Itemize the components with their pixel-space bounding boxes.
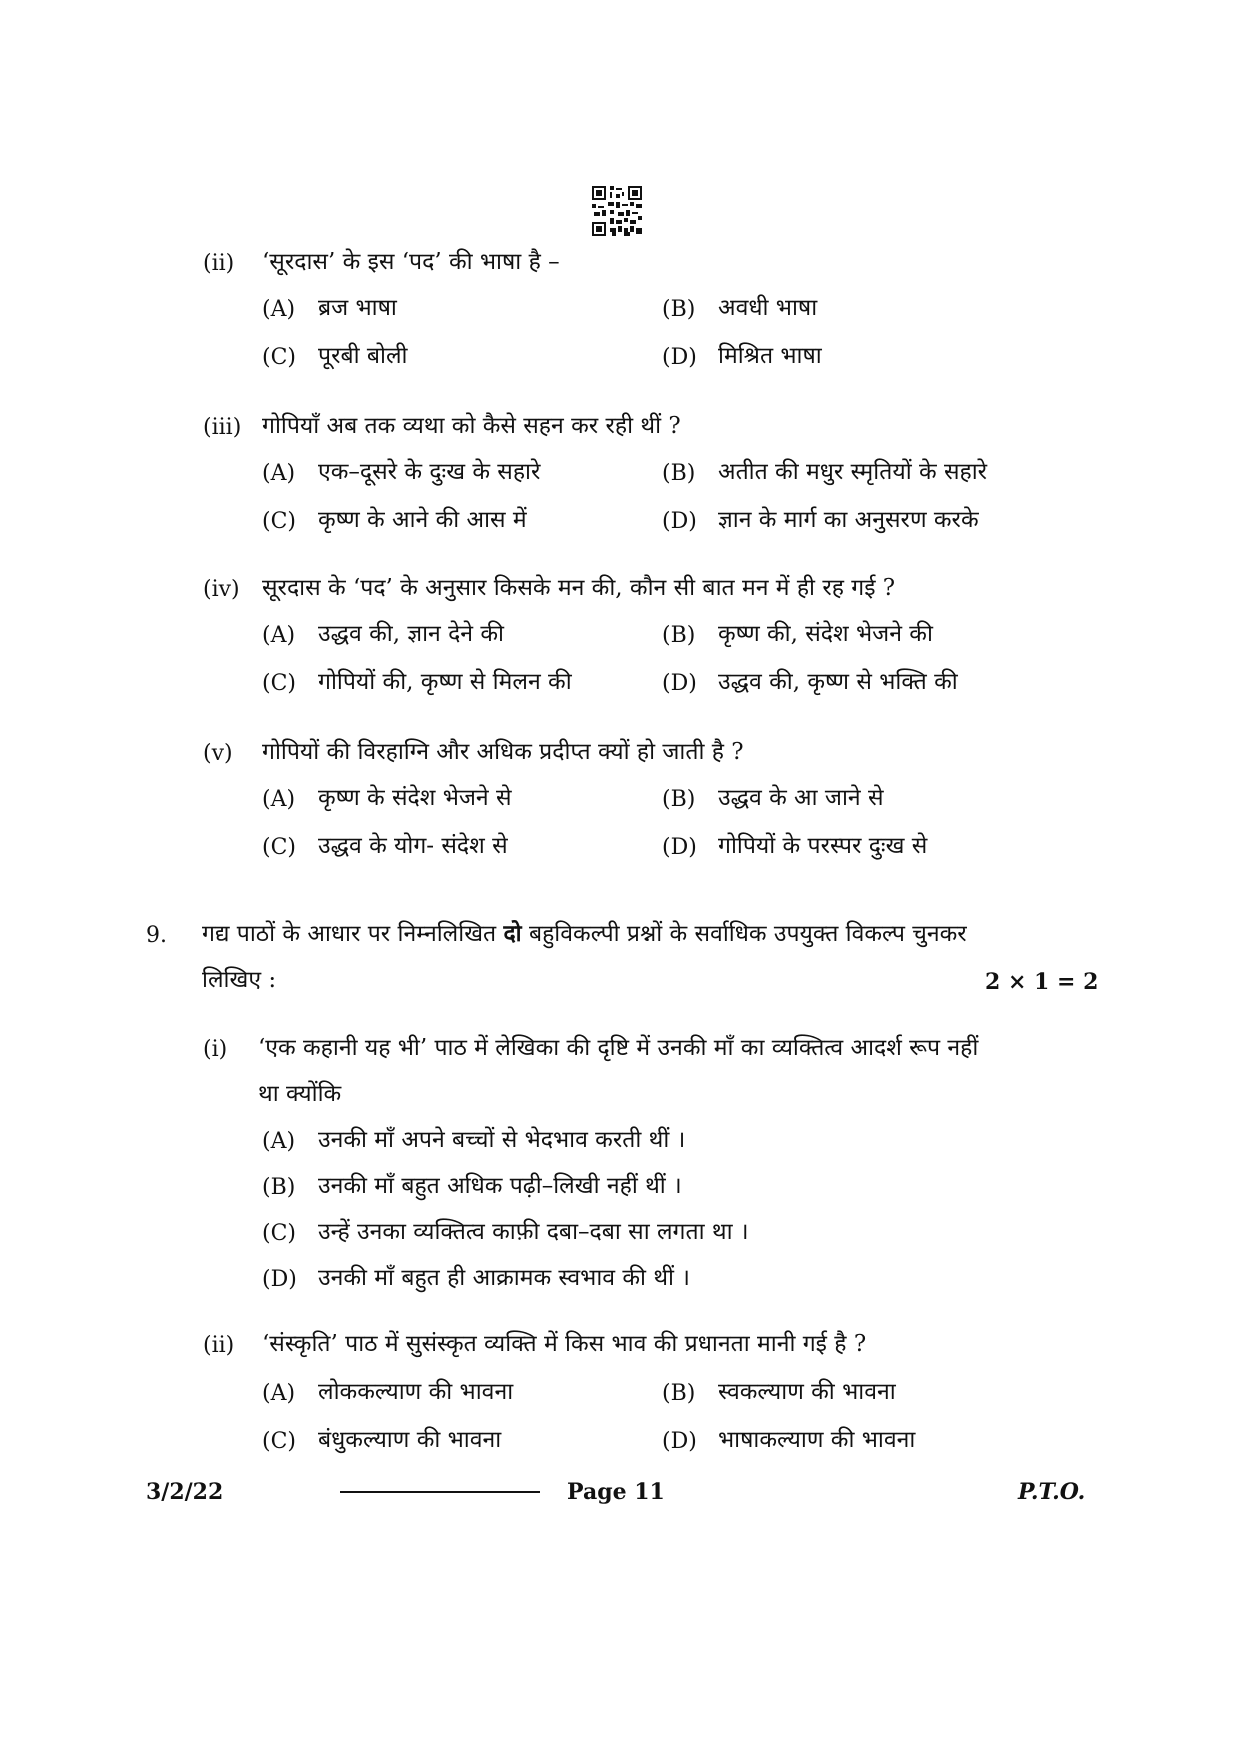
- option-text: बंधुकल्याण की भावना: [318, 1427, 502, 1453]
- option-label: (C): [262, 671, 296, 696]
- option-text: कृष्ण के आने की आस में: [318, 507, 527, 533]
- option-text: उद्धव के योग- संदेश से: [318, 833, 508, 859]
- option-text: उद्धव के आ जाने से: [718, 785, 884, 811]
- option-label: (C): [262, 1221, 296, 1246]
- option-label: (B): [662, 787, 696, 812]
- question-number: (ii): [203, 1333, 235, 1358]
- page-number: Page 11: [567, 1479, 665, 1505]
- option-label: (D): [662, 835, 697, 860]
- question-number: (v): [203, 741, 233, 766]
- emphasis-text: दो: [503, 920, 522, 947]
- option-text: ब्रज भाषा: [318, 295, 397, 321]
- question-number: (iv): [203, 577, 240, 602]
- question-text-line2: था क्योंकि: [258, 1081, 342, 1107]
- question-number: 9.: [146, 923, 167, 948]
- option-text: मिश्रित भाषा: [718, 343, 822, 369]
- option-text: ज्ञान के मार्ग का अनुसरण करके: [718, 507, 979, 533]
- question-text: सूरदास के ‘पद’ के अनुसार किसके मन की, कौन सी बात मन में ही रह गई ?: [262, 575, 896, 601]
- option-label: (A): [262, 297, 296, 322]
- option-text: लोककल्याण की भावना: [318, 1379, 514, 1405]
- option-text: एक–दूसरे के दुःख के सहारे: [318, 459, 541, 485]
- option-label: (A): [262, 461, 296, 486]
- option-text: उनकी माँ बहुत ही आक्रामक स्वभाव की थीं ।: [318, 1265, 691, 1291]
- option-text: गोपियों के परस्पर दुःख से: [718, 833, 928, 859]
- qr-code: [592, 186, 642, 236]
- option-text: उनकी माँ अपने बच्चों से भेदभाव करती थीं ।: [318, 1127, 686, 1153]
- footer-rule: [340, 1491, 540, 1493]
- paper-code: 3/2/22: [146, 1479, 224, 1505]
- option-label: (B): [662, 623, 696, 648]
- option-label: (A): [262, 1381, 296, 1406]
- option-label: (A): [262, 623, 296, 648]
- option-label: (B): [262, 1175, 296, 1200]
- option-text: अवधी भाषा: [718, 295, 818, 321]
- option-text: भाषाकल्याण की भावना: [718, 1427, 916, 1453]
- option-label: (B): [662, 297, 696, 322]
- option-text: कृष्ण के संदेश भेजने से: [318, 785, 512, 811]
- option-label: (D): [262, 1267, 297, 1292]
- option-text: उद्धव की, कृष्ण से भक्ति की: [718, 669, 958, 695]
- option-text: उन्हें उनका व्यक्तित्व काफ़ी दबा–दबा सा लगता था ।: [318, 1219, 749, 1245]
- question-number: (ii): [203, 251, 235, 276]
- option-label: (C): [262, 345, 296, 370]
- question-text: गोपियाँ अब तक व्यथा को कैसे सहन कर रही थीं ?: [262, 413, 681, 439]
- option-text: पूरबी बोली: [318, 343, 408, 369]
- option-label: (C): [262, 509, 296, 534]
- option-text: कृष्ण की, संदेश भेजने की: [718, 621, 933, 647]
- option-text: स्वकल्याण की भावना: [718, 1379, 896, 1405]
- option-label: (C): [262, 835, 296, 860]
- option-text: गोपियों की, कृष्ण से मिलन की: [318, 669, 572, 695]
- question-text: गद्य पाठों के आधार पर निम्नलिखित दो बहुविकल्पी प्रश्नों के सर्वाधिक उपयुक्त विकल्प चुनकर: [202, 920, 967, 947]
- option-label: (A): [262, 787, 296, 812]
- pto-label: P.T.O.: [1018, 1479, 1086, 1505]
- option-label: (B): [662, 461, 696, 486]
- question-number: (i): [203, 1037, 228, 1062]
- option-label: (D): [662, 1429, 697, 1454]
- question-text-line2: लिखिए :: [202, 967, 277, 993]
- option-label: (D): [662, 509, 697, 534]
- option-label: (A): [262, 1129, 296, 1154]
- option-text: अतीत की मधुर स्मृतियों के सहारे: [718, 459, 988, 485]
- question-text: गोपियों की विरहाग्नि और अधिक प्रदीप्त क्यों हो जाती है ?: [262, 739, 744, 765]
- question-number: (iii): [203, 415, 242, 440]
- option-text: उनकी माँ बहुत अधिक पढ़ी–लिखी नहीं थीं ।: [318, 1173, 682, 1199]
- marks-allocation: 2 × 1 = 2: [985, 969, 1099, 995]
- question-text: ‘संस्कृति’ पाठ में सुसंस्कृत व्यक्ति में किस भाव की प्रधानता मानी गई है ?: [262, 1331, 867, 1357]
- option-label: (C): [262, 1429, 296, 1454]
- option-label: (D): [662, 345, 697, 370]
- option-label: (B): [662, 1381, 696, 1406]
- option-label: (D): [662, 671, 697, 696]
- question-text: ‘एक कहानी यह भी’ पाठ में लेखिका की दृष्टि में उनकी माँ का व्यक्तित्व आदर्श रूप नहीं: [258, 1035, 979, 1061]
- option-text: उद्धव की, ज्ञान देने की: [318, 621, 505, 647]
- question-text: ‘सूरदास’ के इस ‘पद’ की भाषा है –: [262, 249, 560, 275]
